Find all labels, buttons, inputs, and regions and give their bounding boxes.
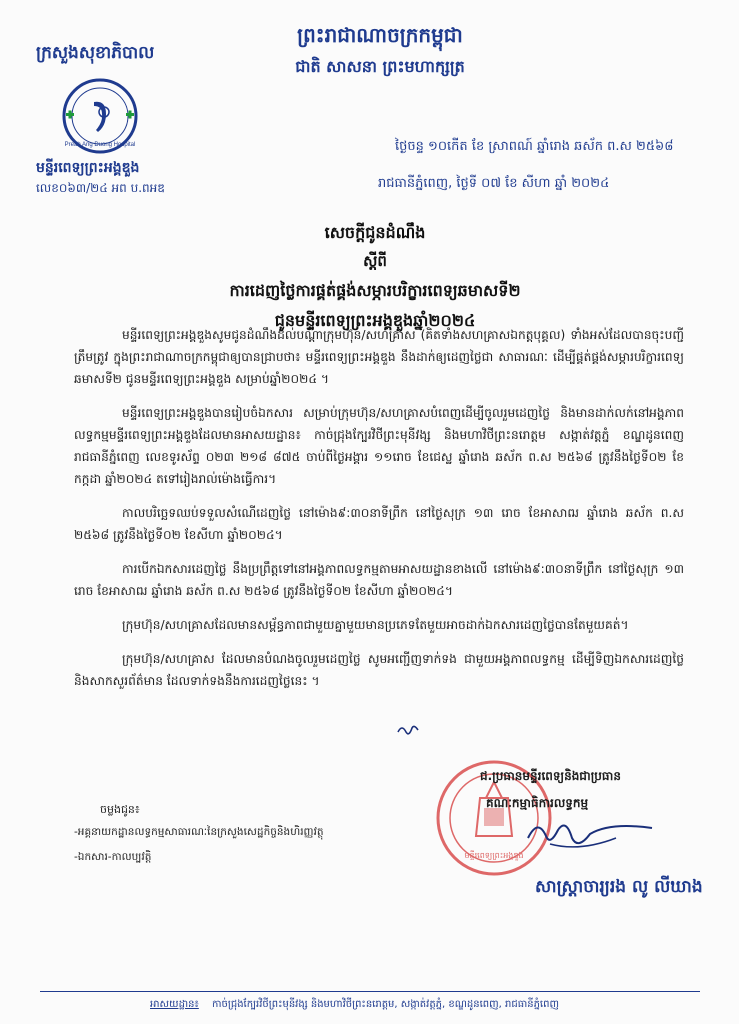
cc-label: ចម្លងជូន៖: [100, 803, 140, 816]
notice-subject: ការដេញថ្លៃការផ្គត់ផ្គង់សម្ភារបរិក្ខារពេទ្យឆមាសទី២: [229, 281, 521, 300]
reference-number: លេខ០៦៣/២៤ អព ប.ពអឌ: [36, 181, 165, 195]
logo-caption: Preah Ang Duong Hospital: [64, 142, 136, 148]
paragraph-5: ក្រុមហ៊ុន/សហគ្រាសដែលមានសម្ព័ន្ធភាពជាមួយគ្នាមួយមានប្រភេទតែមួយអាចដាក់ឯកសារដេញថ្លៃបានតែមួយគត់។: [122, 618, 629, 632]
notice-title-block: [140, 222, 610, 334]
paragraph-2: មន្ទីរពេទ្យព្រះអង្គឌួងបានរៀបចំឯកសារ សម្រាប់ក្រុមហ៊ុន/សហគ្រាសបំពេញដើម្បីចូលរួមដេញថ្លៃ និងមានដាក់លក់នៅអង្គភាពលទ្ធកម្មមន្ទីរពេទ្យព្រះអង្គឌួងដែលមានអាសយដ្ឋាន៖ កាច់ជ្រុងក្បែរវិថីព្រះមុនីវង្ស និងមហាវិថីព្រះនរោត្តម សង្កាត់វត្តភ្នំ ខណ្ឌដូនពេញ រាជធានីភ្នំពេញ លេខទូរស័ព្ទ ០២៣ ២១៨ ៨៧៥ ចាប់ពីថ្ងៃអង្គារ ១១រោច ខែជេស្ឋ ឆ្នាំរោង ឆស័ក ព.ស ២៥៦៨ ត្រូវនឹងថ្ងៃទី០២ ខែ កក្កដា ឆ្នាំ២០២៤ តទៅរៀងរាល់ម៉ោងធ្វើការ។: [74, 406, 684, 486]
cc-item: -អគ្គនាយកដ្ឋានលទ្ធកម្មសាធារណៈនៃក្រសួងសេដ្ឋកិច្ចនិងហិរញ្ញវត្ថុ: [74, 826, 324, 838]
cc-item: -ឯកសារ-កាលប្បវត្តិ: [74, 851, 152, 863]
handwritten-signature: [520, 808, 660, 858]
notice-title: សេចក្តីជូនដំណឹង: [324, 223, 426, 242]
footer-divider: [40, 991, 700, 992]
notice-subject-line2: ជូនមន្ទីរពេទ្យព្រះអង្គឌួងឆ្នាំ២០២៤: [274, 311, 476, 330]
paragraph-4: ការបើកឯកសារដេញថ្លៃ នឹងប្រព្រឹត្តទៅនៅអង្គភាពលទ្ធកម្មតាមអាសយដ្ឋានខាងលើ នៅម៉ោង៩:៣០នាទីព្រឹក នៅថ្ងៃសុក្រ ១៣ រោច ខែអាសាឍ ឆ្នាំរោង ឆស័ក ព.ស ២៥៦៨ ត្រូវនឹងថ្ងៃទី០២ ខែសីហា ឆ្នាំ២០២៤។: [74, 562, 684, 598]
paragraph-6: ក្រុមហ៊ុន/សហគ្រាស ដែលមានបំណងចូលរួមដេញថ្លៃ សូមអញ្ជើញទាក់ទង ជាមួយអង្គភាពលទ្ធកម្ម ដើម្បីទិញឯកសារដេញថ្លៃ និងសាកសួរព័ត៌មាន ដែលទាក់ទងនឹងការដេញថ្លៃនេះ ។: [74, 652, 684, 688]
solar-date: រាជធានីភ្នំពេញ, ថ្ងៃទី ០៧ ខែ សីហា ឆ្នាំ ២០២៤: [378, 176, 610, 191]
signatory-name: សាស្ត្រាចារ្យរង លូ លីឃាង: [535, 877, 703, 897]
ministry-name: ក្រសួងសុខាភិបាល: [36, 43, 155, 63]
hospital-logo: [60, 76, 140, 156]
paragraph-1: មន្ទីរពេទ្យព្រះអង្គឌួងសូមជូនដំណឹងដល់បណ្តាក្រុមហ៊ុន/សហគ្រាស (គិតទាំងសហគ្រាសឯកត្តបុគ្គល) ទាំងអស់ដែលបានចុះបញ្ជីត្រឹមត្រូវ ក្នុងព្រះរាជាណាចក្រកម្ពុជាឲ្យបានជ្រាបថា៖ មន្ទីរពេទ្យព្រះអង្គឌួង នឹងដាក់ឲ្យដេញថ្លៃជា សាធារណៈ ដើម្បីផ្គត់ផ្គង់សម្ភារបរិក្ខារពេទ្យឆមាសទី២ ជូនមន្ទីរពេទ្យព្រះអង្គឌួង សម្រាប់ឆ្នាំ២០២៤ ។: [74, 328, 684, 386]
footer-address-label: អាសយដ្ឋាន៖: [150, 999, 199, 1010]
hospital-name: មន្ទីរពេទ្យព្រះអង្គឌួង: [36, 160, 140, 176]
procurement-committee: គណៈកម្មាធិការលទ្ធកម្ម: [486, 796, 589, 810]
signatory-title: ជ.ប្រធាន​មន្ទីរពេទ្យនិងជាប្រធាន: [480, 769, 621, 783]
kingdom-title: ព្រះរាជាណាចក្រកម្ពុជា: [297, 23, 463, 47]
initial-mark: [396, 722, 420, 738]
footer-address: [150, 997, 710, 1012]
paragraph-3: កាលបរិច្ឆេទឈប់ទទួលសំណើដេញថ្លៃ នៅម៉ោង៩:៣០នាទីព្រឹក នៅថ្ងៃសុក្រ ១៣ រោច ខែអាសាឍ ឆ្នាំរោង ឆស័ក ព.ស ២៥៦៨ ត្រូវនឹងថ្ងៃទី០២ ខែសីហា ឆ្នាំ២០២៤។: [74, 506, 684, 542]
notice-body: [74, 324, 684, 704]
notice-subject-label: ស្តីពី: [363, 252, 387, 270]
lunar-date: ថ្ងៃចន្ទ ១០កើត ខែ ស្រាពណ៍ ឆ្នាំរោង ឆស័ក ព.ស ២៥៦៨: [395, 139, 674, 154]
footer-address-text: កាច់ជ្រុងក្បែរវិថីព្រះមុនីវង្ស និងមហាវិថីព្រះនរោត្តម, សង្កាត់វត្តភ្នំ, ខណ្ឌដូនពេញ, រាជធានីភ្នំពេញ: [212, 999, 559, 1010]
stamp-text: មន្ទីរពេទ្យព្រះអង្គឌួង: [464, 851, 524, 860]
kingdom-heading: [250, 22, 510, 80]
national-motto: ជាតិ សាសនា ព្រះមហាក្សត្រ: [295, 57, 465, 76]
